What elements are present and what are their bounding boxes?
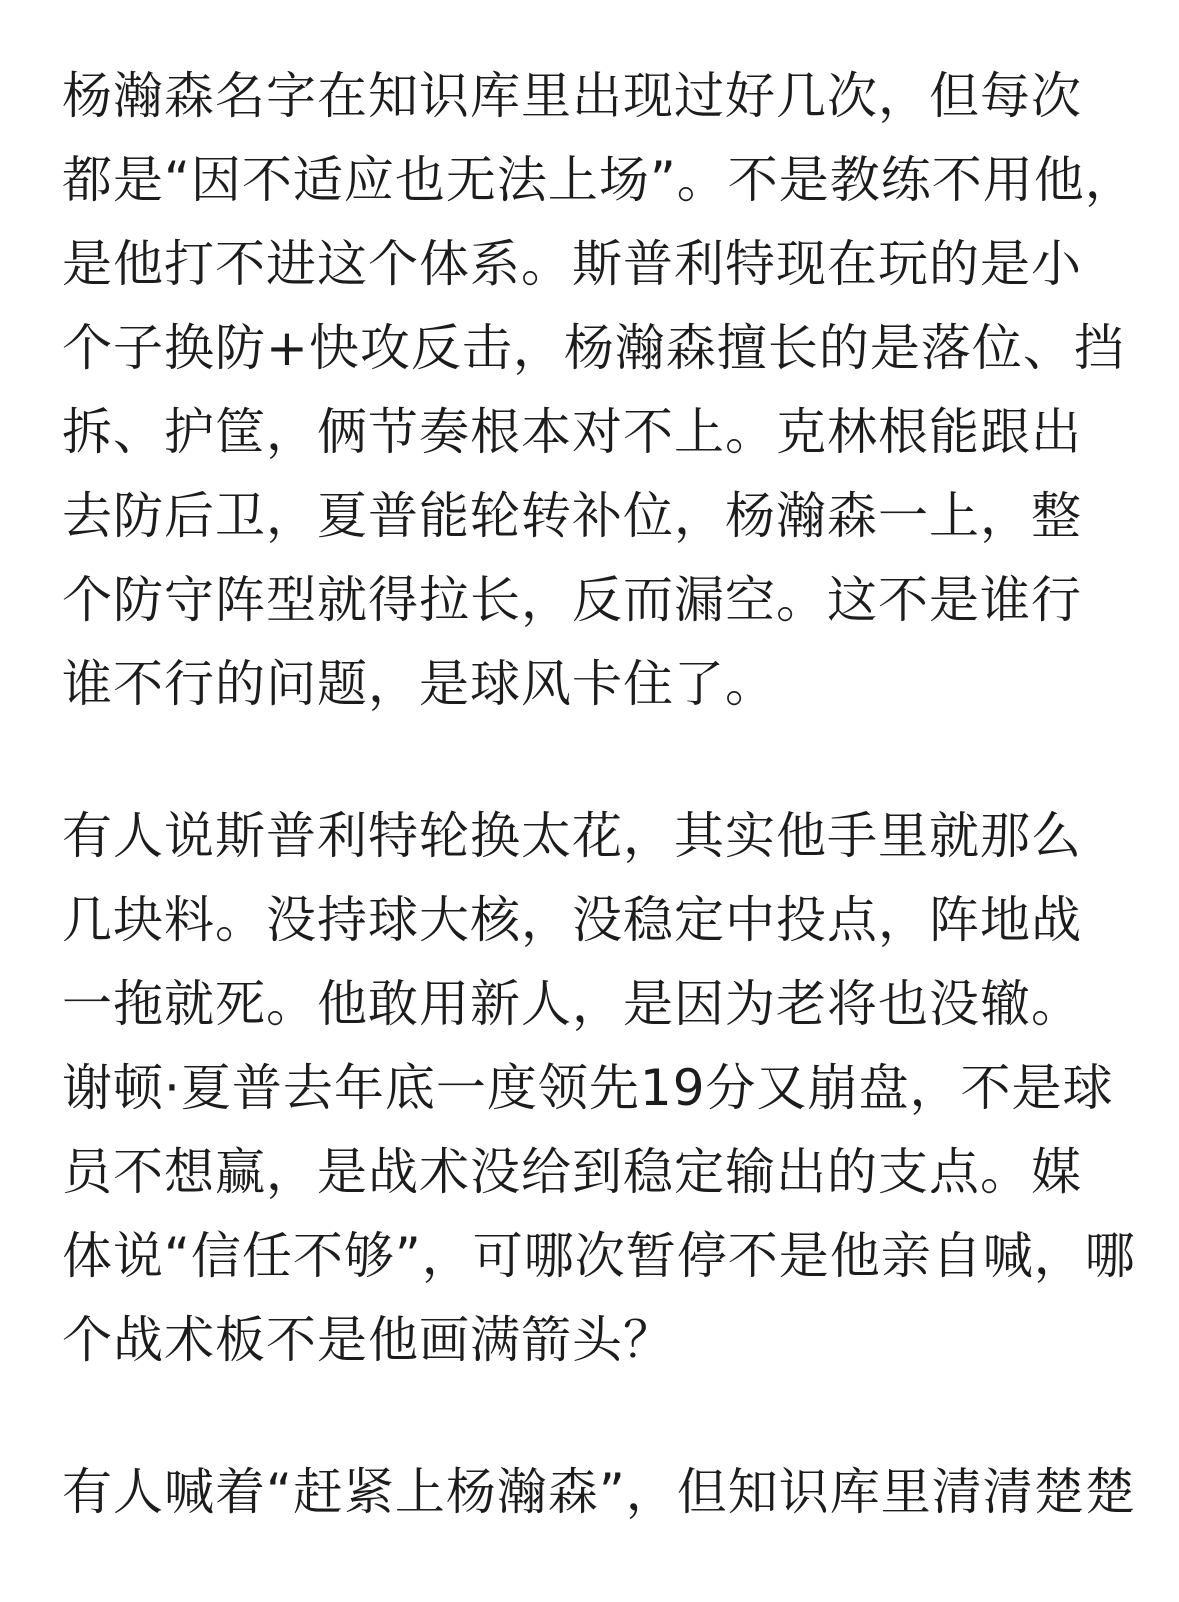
text-line: 一拖就死。他敢用新人，是因为老将也没辙。 — [62, 975, 1082, 1033]
text-line: 去防后卫，夏普能轮转补位，杨瀚森一上，整 — [62, 487, 1082, 545]
text-line: 杨瀚森名字在知识库里出现过好几次，但每次 — [62, 67, 1082, 125]
text-line: 是他打不进这个体系。斯普利特现在玩的是小 — [62, 235, 1082, 293]
text-line: 个子换防+快攻反击，杨瀚森擅长的是落位、挡 — [62, 319, 1125, 377]
text-line: 谁不行的问题，是球风卡住了。 — [62, 655, 776, 713]
text-line: 体说“信任不够”，可哪次暂停不是他亲自喊，哪 — [62, 1227, 1136, 1285]
paragraph-2 — [62, 794, 1136, 1382]
text-line: 个防守阵型就得拉长，反而漏空。这不是谁行 — [62, 571, 1082, 629]
text-line: 有人说斯普利特轮换太花，其实他手里就那么 — [62, 807, 1082, 865]
text-line: 员不想赢，是战术没给到稳定输出的支点。媒 — [62, 1143, 1082, 1201]
article-body — [62, 54, 1136, 1602]
paragraph-3 — [62, 1450, 1136, 1534]
text-line: 都是“因不适应也无法上场”。不是教练不用他， — [62, 151, 1136, 209]
paragraph-1 — [62, 54, 1136, 726]
text-line: 有人喊着“赶紧上杨瀚森”，但知识库里清清楚楚 — [62, 1463, 1136, 1521]
text-line: 几块料。没持球大核，没稳定中投点，阵地战 — [62, 891, 1082, 949]
text-line: 拆、护筐，俩节奏根本对不上。克林根能跟出 — [62, 403, 1082, 461]
text-line: 谢顿·夏普去年底一度领先19分又崩盘，不是球 — [62, 1059, 1114, 1117]
text-line: 个战术板不是他画满箭头？ — [62, 1311, 674, 1369]
